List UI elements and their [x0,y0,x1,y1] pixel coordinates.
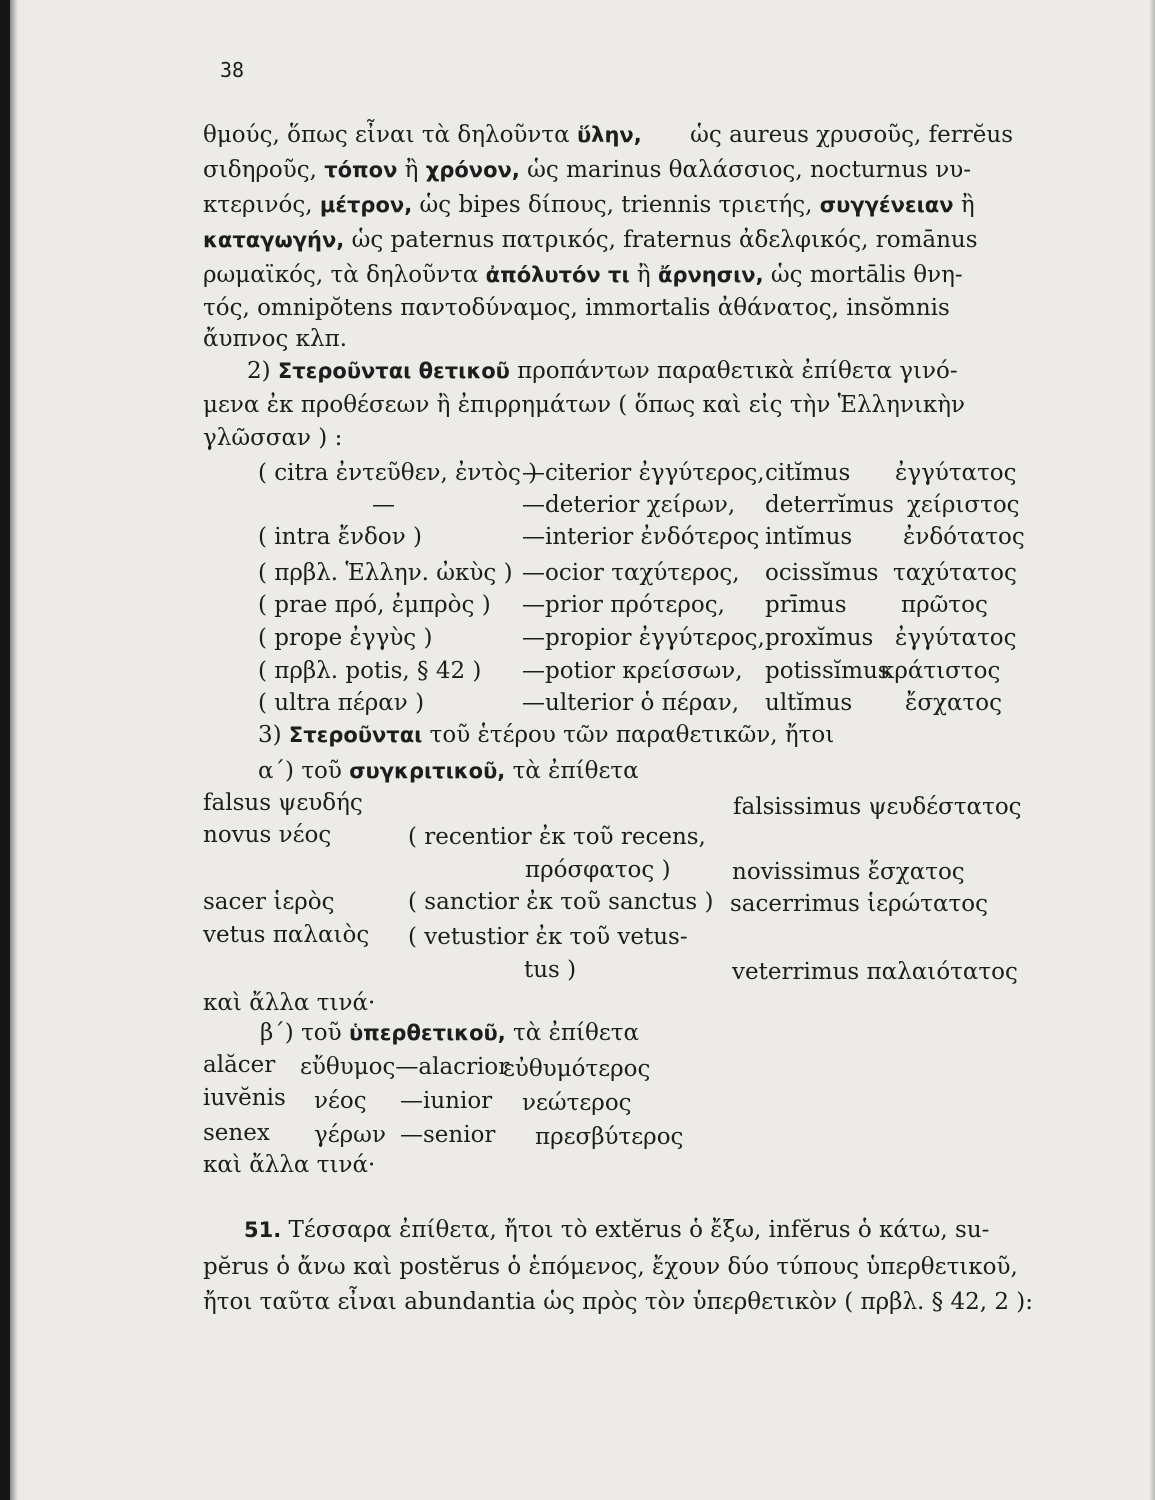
section-51-line-1: 51. Τέσσαρα ἐπίθετα, ἤτοι τὸ extĕrus ὁ ἔξω, infĕrus ὁ κάτω, su- [244,1217,990,1243]
list-item-greek: νεώτερος [522,1090,632,1116]
list-item-superlative: veterrimus παλαιότατος [732,959,1018,985]
page-number: 38 [220,58,245,82]
section-51-line-3: ἤτοι ταῦτα εἶναι abundantia ὡς πρὸς τὸν ὑπερθετικὸν ( πρβλ. § 42, 2 ): [203,1289,1034,1315]
list-item-superlative: falsissimus ψευδέστατος [733,794,1022,820]
paragraph-3-line-1: 3) Στεροῦνται τοῦ ἑτέρου τῶν παραθετικῶν, ἤτοι [258,722,835,748]
list-item-greek: πρεσβύτερος [535,1124,684,1150]
list-item-greek: γέρων [314,1122,386,1148]
paragraph-1-line-5: ρωμαϊκός, τὰ δηλοῦντα ἀπόλυτόν τι ἢ ἄρνησιν, ὡς mortālis θνη- [203,262,963,288]
paragraph-1-line-1: θμούς, ὅπως εἶναι τὰ δηλοῦντα ὕλην, ὡς aureus χρυσοῦς, ferrĕus [203,122,1013,148]
paragraph-1-line-7: ἄυπνος κλπ. [203,326,348,352]
list-item-comparative: —senior [400,1122,496,1148]
list-item-word: vetus παλαιὸς [203,922,370,948]
section-51-line-2: pĕrus ὁ ἄνω καὶ postĕrus ὁ ἑπόμενος, ἔχουν δύο τύπους ὑπερθετικοῦ, [203,1254,1018,1280]
paragraph-1-line-3: κτερινός, μέτρον, ὡς bipes δίπους, triennis τριετής, συγγένειαν ἢ [203,192,975,218]
scan-edge [0,0,10,1500]
scan-edge-shadow [10,0,18,1500]
list-item-comparative: πρόσφατος ) [525,857,671,883]
subheading-b: β΄) τοῦ ὑπερθετικοῦ, τὰ ἐπίθετα [260,1020,640,1046]
paragraph-1-line-4: καταγωγήν, ὡς paternus πατρικός, fraternus ἀδελφικός, romānus [203,227,978,253]
list-item-word: falsus ψευδής [203,790,363,816]
list-item-comparative: ( sanctior ἐκ τοῦ sanctus ) [408,889,714,915]
paragraph-3-subheading-a: α΄) τοῦ συγκριτικοῦ, τὰ ἐπίθετα [258,758,639,784]
list-item-greek: νέος [314,1088,367,1114]
paragraph-1-line-2: σιδηροῦς, τόπον ἢ χρόνον, ὡς marinus θαλάσσιος, nocturnus νυ- [203,157,972,183]
list-item-comparative: ( recentior ἐκ τοῦ recens, [408,824,706,850]
list-item-greek: εὐθυμότερος [503,1056,651,1082]
right-edge-shadow [1149,0,1155,1500]
list-item-comparative: εὔθυμος—alacrior [300,1054,510,1080]
paragraph-2-line-3: γλῶσσαν ) : [203,425,343,451]
list-item-comparative: —iunior [400,1088,493,1114]
list-etc: καὶ ἄλλα τινά· [203,990,376,1016]
list-etc: καὶ ἄλλα τινά· [203,1152,376,1178]
list-item-word: alăcer [203,1052,276,1078]
list-item-superlative: sacerrimus ἱερώτατος [730,891,989,917]
paragraph-2-line-1: 2) Στεροῦνται θετικοῦ προπάντων παραθετικὰ ἐπίθετα γινό- [247,358,958,384]
list-item-word: novus νέος [203,822,332,848]
list-item-superlative: novissimus ἔσχατος [732,859,965,885]
paragraph-2-line-2: μενα ἐκ προθέσεων ἢ ἐπιρρημάτων ( ὅπως καὶ εἰς τὴν Ἑλληνικὴν [203,392,966,418]
list-item-comparative: tus ) [524,957,577,983]
list-item-word: senex [203,1120,270,1146]
list-item-word: iuvĕnis [203,1085,286,1111]
paragraph-1-line-6: τός, omnipŏtens παντοδύναμος, immortalis ἀθάνατος, insŏmnis [203,295,950,321]
list-item-word: sacer ἱερὸς [203,889,335,915]
list-item-comparative: ( vetustior ἐκ τοῦ vetus- [408,924,688,950]
